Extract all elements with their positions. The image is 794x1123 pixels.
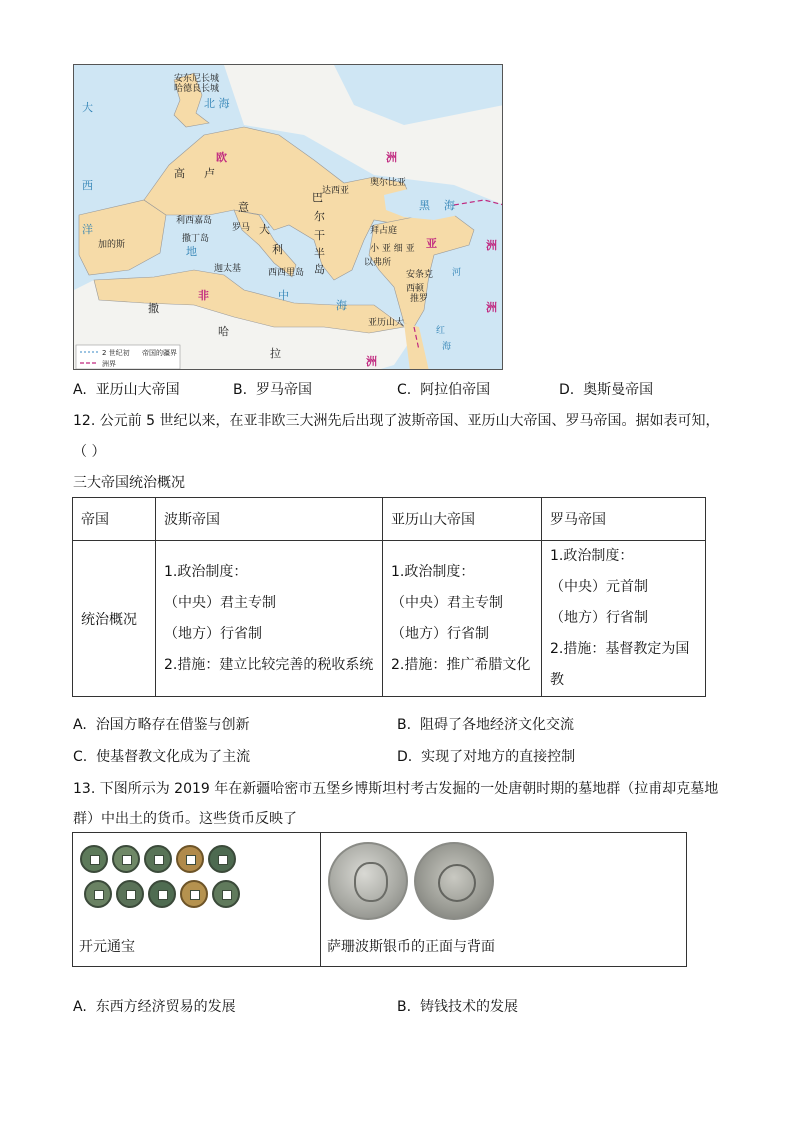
coin-icon <box>180 880 208 908</box>
label-carthage: 迦太基 <box>214 264 242 274</box>
label-rome: 罗马 <box>232 223 251 233</box>
coin-icon <box>208 845 236 873</box>
label-tyre: 推罗 <box>410 294 429 304</box>
q13-option-a[interactable]: A. 东西方经济贸易的发展 <box>73 999 236 1015</box>
q12-stem-line2: （ ） <box>73 444 106 460</box>
label-hei: 黑 <box>419 199 430 212</box>
label-da: 大 <box>82 101 93 114</box>
label-tarraco: 利西嘉岛 <box>176 216 213 226</box>
label-zhong: 中 <box>278 289 289 302</box>
label-zhou1: 洲 <box>386 151 397 164</box>
q12-stem-line1: 12. 公元前 5 世纪以来，在亚非欧三大洲先后出现了波斯帝国、亚历山大帝国、罗马帝国。据如表可知， <box>73 413 720 429</box>
label-er: 尔 <box>314 210 325 223</box>
coin-icon <box>144 845 172 873</box>
label-sea-red: 海 <box>442 342 452 352</box>
label-fei: 非 <box>198 289 209 302</box>
label-hadrian-wall: 哈德良长城 <box>174 84 220 94</box>
label-gades: 加的斯 <box>98 240 126 250</box>
coin-front-icon <box>328 842 408 920</box>
table-cell-persia: 1.政治制度： （中央）君主专制 （地方）行省制 2.措施：建立比较完善的税收系统 <box>156 541 383 697</box>
coin-back-icon <box>414 842 494 920</box>
q12-option-a[interactable]: A. 治国方略存在借鉴与创新 <box>73 717 250 733</box>
q12-option-c[interactable]: C. 使基督教文化成为了主流 <box>73 749 251 765</box>
table-row <box>73 541 706 697</box>
q13-stem-line1: 13. 下图所示为 2019 年在新疆哈密市五堡乡博斯坦村考古发掘的一处唐朝时期的墓地群（拉甫却克墓地 <box>73 781 719 797</box>
label-asia-minor: 小 亚 细 亚 <box>370 244 415 254</box>
coin-icon <box>84 880 112 908</box>
caption-sasanian: 萨珊波斯银币的正面与背面 <box>327 939 495 955</box>
label-yang: 洋 <box>82 223 93 236</box>
q11-option-a[interactable]: A. 亚历山大帝国 <box>73 382 180 398</box>
label-yi: 意 <box>238 201 249 214</box>
label-ya: 亚 <box>426 237 437 250</box>
table-cell-rome: 1.政治制度： （中央）元首制 （地方）行省制 2.措施：基督教定为国教 <box>542 541 706 697</box>
label-sa: 撒 <box>148 302 159 315</box>
q11-option-b[interactable]: B. 罗马帝国 <box>233 382 312 398</box>
label-antioch: 安条克 <box>406 270 434 280</box>
table-header-row <box>73 498 706 541</box>
q13-stem-line2: 群）中出土的货币。这些货币反映了 <box>73 811 297 827</box>
table-cell-alexander: 1.政治制度： （中央）君主专制 （地方）行省制 2.措施：推广希腊文化 <box>383 541 542 697</box>
legend-item2: 帝国的疆界 <box>142 349 177 357</box>
label-ban: 半 <box>314 247 325 260</box>
label-ephesus: 以弗所 <box>364 258 392 268</box>
table-row-label: 统治概况 <box>73 541 156 697</box>
label-antonine-wall: 安东尼长城 <box>174 74 220 84</box>
legend-item1: 2 世纪初 <box>102 349 130 357</box>
coin-icon <box>176 845 204 873</box>
legend-item3: 洲界 <box>102 360 116 368</box>
label-di: 地 <box>186 245 197 258</box>
label-zhou4: 洲 <box>366 355 377 368</box>
q13-option-b[interactable]: B. 铸钱技术的发展 <box>397 999 518 1015</box>
label-bayu: 巴 <box>312 191 323 204</box>
label-sardinia: 撒丁岛 <box>182 234 210 244</box>
table-header-cell: 罗马帝国 <box>542 498 706 541</box>
label-sicily: 西西里岛 <box>268 268 305 278</box>
q11-option-c[interactable]: C. 阿拉伯帝国 <box>397 382 491 398</box>
label-hong-river: 河 <box>452 268 462 278</box>
label-la: 拉 <box>270 347 281 360</box>
label-gao: 高 <box>174 167 185 180</box>
label-ha: 哈 <box>218 325 229 338</box>
label-xidun: 西顿 <box>406 284 425 294</box>
roman-empire-map <box>73 64 503 370</box>
label-alexandria: 亚历山大 <box>368 318 405 328</box>
label-byzantium: 拜占庭 <box>370 226 398 236</box>
q12-table-title: 三大帝国统治概况 <box>73 475 185 491</box>
coin-icon <box>80 845 108 873</box>
label-da2: 大 <box>259 223 270 236</box>
empire-table <box>72 497 706 697</box>
label-xi: 西 <box>82 179 93 192</box>
label-north-sea: 北 海 <box>204 97 230 110</box>
label-li: 利 <box>272 243 283 256</box>
table-header-cell: 波斯帝国 <box>156 498 383 541</box>
label-dacia: 达西亚 <box>322 186 350 196</box>
label-ou: 欧 <box>216 151 227 164</box>
label-lu: 卢 <box>204 167 215 180</box>
label-hai-black: 海 <box>444 199 455 212</box>
label-zhou3: 洲 <box>486 301 497 314</box>
caption-kaiyuan: 开元通宝 <box>79 939 135 955</box>
table-header-cell: 亚历山大帝国 <box>383 498 542 541</box>
coin-icon <box>112 845 140 873</box>
coin-icon <box>116 880 144 908</box>
coin-icon <box>148 880 176 908</box>
q11-option-d[interactable]: D. 奥斯曼帝国 <box>559 382 654 398</box>
label-hai-med: 海 <box>336 299 347 312</box>
q12-option-d[interactable]: D. 实现了对地方的直接控制 <box>397 749 576 765</box>
label-olbia: 奥尔比亚 <box>370 178 407 188</box>
q12-option-b[interactable]: B. 阻碍了各地经济文化交流 <box>397 717 574 733</box>
label-red: 红 <box>436 326 446 336</box>
coin-icon <box>212 880 240 908</box>
label-zhou2: 洲 <box>486 239 497 252</box>
label-gan: 干 <box>314 229 325 242</box>
label-dao: 岛 <box>314 263 325 276</box>
table-header-cell: 帝国 <box>73 498 156 541</box>
